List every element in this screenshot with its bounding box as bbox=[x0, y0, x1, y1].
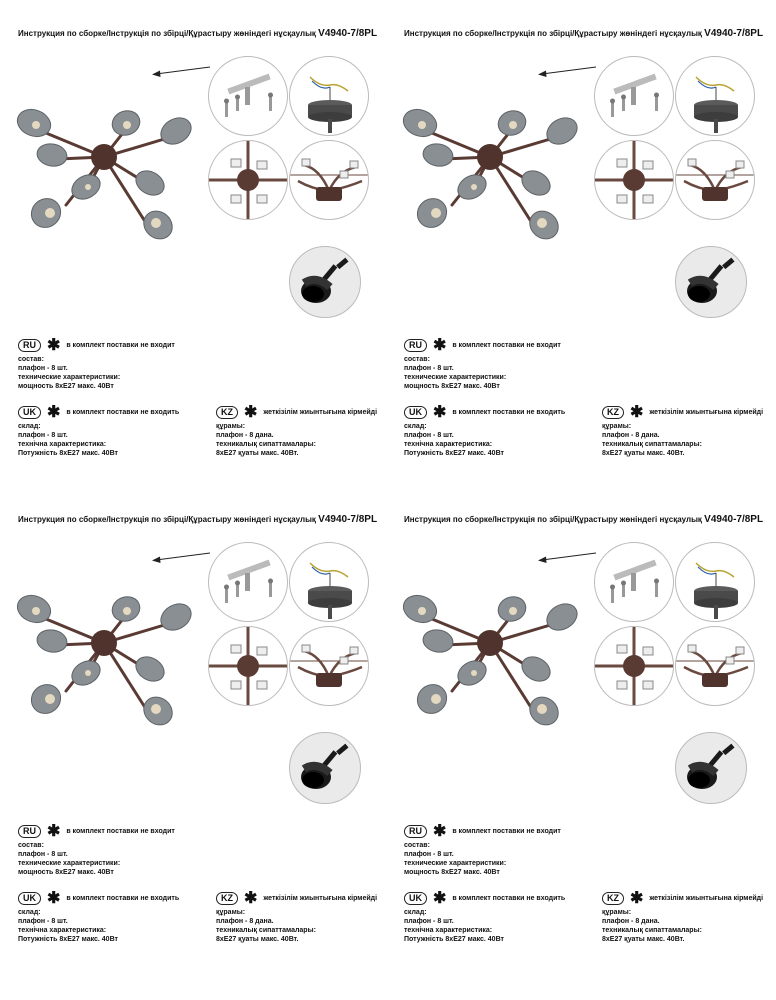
ru-section bbox=[404, 825, 561, 877]
title-text: Инструкция по сборке/Інструкція по збірці/Құрастыру жөніндегі нұсқаулық bbox=[18, 29, 316, 38]
uk-section bbox=[404, 892, 565, 944]
uk-badge: UK bbox=[404, 892, 427, 905]
arms-assembly-icon bbox=[676, 141, 754, 219]
ru-note: в комплект поставки не входит bbox=[66, 342, 175, 349]
ru-line: плафон - 8 шт. bbox=[404, 365, 454, 372]
uk-line: технічна характеристика: bbox=[404, 441, 493, 448]
kz-badge: KZ bbox=[216, 892, 238, 905]
kz-line: құрамы: bbox=[602, 423, 632, 430]
uk-note: в комплект поставки не входить bbox=[452, 895, 566, 902]
canopy-sockets-icon bbox=[209, 141, 287, 219]
ru-line: мощность 8хE27 макс. 40Вт bbox=[404, 383, 500, 390]
step2-canopy bbox=[289, 56, 369, 136]
uk-line: технічна характеристика: bbox=[18, 927, 107, 934]
uk-section bbox=[404, 406, 565, 458]
step2-canopy bbox=[675, 542, 755, 622]
kz-badge: KZ bbox=[216, 406, 238, 419]
step5-socket bbox=[675, 732, 747, 804]
ru-line: технические характеристики: bbox=[18, 860, 121, 867]
asterisk-icon: ✱ bbox=[432, 890, 447, 907]
kz-line: техникалық сипаттамалары: bbox=[602, 927, 702, 934]
arms-assembly-icon bbox=[676, 627, 754, 705]
instruction-sheet bbox=[386, 486, 774, 972]
step1-bracket bbox=[208, 542, 288, 622]
kz-section bbox=[216, 892, 377, 944]
canopy-sockets-icon bbox=[209, 627, 287, 705]
uk-line: склад: bbox=[404, 909, 427, 916]
ru-line: состав: bbox=[18, 356, 44, 363]
kz-section bbox=[216, 406, 377, 458]
uk-line: склад: bbox=[18, 423, 41, 430]
kz-line: 8хE27 қуаты макс. 40Вт. bbox=[216, 936, 299, 943]
kz-note: жеткізілім жиынтығына кірмейді bbox=[263, 895, 378, 902]
kz-note: жеткізілім жиынтығына кірмейді bbox=[263, 409, 378, 416]
step5-socket bbox=[289, 732, 361, 804]
mounting-bracket-screws-icon bbox=[595, 543, 673, 621]
uk-line: технічна характеристика: bbox=[18, 441, 107, 448]
asterisk-icon: ✱ bbox=[46, 823, 61, 840]
step4-arms bbox=[289, 626, 369, 706]
arrow-left-icon bbox=[152, 64, 212, 78]
asterisk-icon: ✱ bbox=[243, 404, 258, 421]
mounting-bracket-screws-icon bbox=[209, 543, 287, 621]
kz-line: 8хE27 қуаты макс. 40Вт. bbox=[216, 450, 299, 457]
step3-sockets bbox=[208, 140, 288, 220]
ru-line: технические характеристики: bbox=[404, 860, 507, 867]
ru-line: мощность 8хE27 макс. 40Вт bbox=[18, 869, 114, 876]
chandelier-image bbox=[6, 95, 202, 255]
ru-line: технические характеристики: bbox=[18, 374, 121, 381]
kz-line: техникалық сипаттамалары: bbox=[602, 441, 702, 448]
step3-sockets bbox=[594, 626, 674, 706]
instruction-sheet bbox=[0, 486, 388, 972]
uk-line: плафон - 8 шт. bbox=[404, 432, 454, 439]
uk-note: в комплект поставки не входить bbox=[66, 409, 180, 416]
ru-note: в комплект поставки не входит bbox=[452, 342, 561, 349]
model-number: V4940-7/8PL bbox=[704, 514, 764, 525]
kz-badge: KZ bbox=[602, 406, 624, 419]
asterisk-icon: ✱ bbox=[629, 890, 644, 907]
uk-line: плафон - 8 шт. bbox=[404, 918, 454, 925]
ru-line: технические характеристики: bbox=[404, 374, 507, 381]
ceiling-canopy-wiring-icon bbox=[290, 543, 368, 621]
model-number: V4940-7/8PL bbox=[704, 28, 764, 39]
ru-section bbox=[18, 339, 175, 391]
step2-canopy bbox=[675, 56, 755, 136]
kz-line: плафон - 8 дана. bbox=[602, 918, 660, 925]
title-text: Инструкция по сборке/Інструкція по збірці/Құрастыру жөніндегі нұсқаулық bbox=[18, 515, 316, 524]
kz-section bbox=[602, 892, 763, 944]
step2-canopy bbox=[289, 542, 369, 622]
arrow-left-icon bbox=[538, 64, 598, 78]
arms-assembly-icon bbox=[290, 627, 368, 705]
e27-socket-icon bbox=[290, 247, 360, 317]
kz-line: құрамы: bbox=[216, 423, 246, 430]
asterisk-icon: ✱ bbox=[432, 404, 447, 421]
kz-line: 8хE27 қуаты макс. 40Вт. bbox=[602, 450, 685, 457]
uk-line: Потужність 8хE27 макс. 40Вт bbox=[18, 450, 118, 457]
ru-line: мощность 8хE27 макс. 40Вт bbox=[404, 869, 500, 876]
sheet-title bbox=[404, 514, 763, 525]
asterisk-icon: ✱ bbox=[46, 337, 61, 354]
uk-section bbox=[18, 892, 179, 944]
uk-note: в комплект поставки не входить bbox=[452, 409, 566, 416]
kz-badge: KZ bbox=[602, 892, 624, 905]
uk-line: склад: bbox=[404, 423, 427, 430]
title-text: Инструкция по сборке/Інструкція по збірці/Құрастыру жөніндегі нұсқаулық bbox=[404, 29, 702, 38]
uk-line: технічна характеристика: bbox=[404, 927, 493, 934]
uk-section bbox=[18, 406, 179, 458]
uk-note: в комплект поставки не входить bbox=[66, 895, 180, 902]
mounting-bracket-screws-icon bbox=[209, 57, 287, 135]
uk-line: плафон - 8 шт. bbox=[18, 432, 68, 439]
e27-socket-icon bbox=[290, 733, 360, 803]
step1-bracket bbox=[594, 542, 674, 622]
step3-sockets bbox=[208, 626, 288, 706]
model-number: V4940-7/8PL bbox=[318, 28, 378, 39]
ru-line: мощность 8хE27 макс. 40Вт bbox=[18, 383, 114, 390]
ru-badge: RU bbox=[18, 825, 41, 838]
step5-socket bbox=[675, 246, 747, 318]
asterisk-icon: ✱ bbox=[629, 404, 644, 421]
canopy-sockets-icon bbox=[595, 627, 673, 705]
e27-socket-icon bbox=[676, 733, 746, 803]
sheet-title bbox=[404, 28, 763, 39]
kz-line: плафон - 8 дана. bbox=[216, 432, 274, 439]
asterisk-icon: ✱ bbox=[46, 890, 61, 907]
ru-note: в комплект поставки не входит bbox=[452, 828, 561, 835]
kz-line: техникалық сипаттамалары: bbox=[216, 927, 316, 934]
chandelier-image bbox=[6, 581, 202, 741]
ru-section bbox=[18, 825, 175, 877]
kz-note: жеткізілім жиынтығына кірмейді bbox=[649, 409, 764, 416]
uk-badge: UK bbox=[18, 406, 41, 419]
canopy-sockets-icon bbox=[595, 141, 673, 219]
ru-badge: RU bbox=[404, 339, 427, 352]
step4-arms bbox=[675, 626, 755, 706]
instruction-sheet bbox=[0, 0, 388, 486]
ru-line: состав: bbox=[404, 356, 430, 363]
uk-line: Потужність 8хE27 макс. 40Вт bbox=[404, 450, 504, 457]
step1-bracket bbox=[594, 56, 674, 136]
uk-badge: UK bbox=[18, 892, 41, 905]
uk-line: плафон - 8 шт. bbox=[18, 918, 68, 925]
kz-line: құрамы: bbox=[216, 909, 246, 916]
step5-socket bbox=[289, 246, 361, 318]
uk-badge: UK bbox=[404, 406, 427, 419]
ru-section bbox=[404, 339, 561, 391]
ru-line: плафон - 8 шт. bbox=[18, 851, 68, 858]
step1-bracket bbox=[208, 56, 288, 136]
chandelier-image bbox=[392, 95, 588, 255]
step3-sockets bbox=[594, 140, 674, 220]
asterisk-icon: ✱ bbox=[243, 890, 258, 907]
instruction-sheet bbox=[386, 0, 774, 486]
uk-line: Потужність 8хE27 макс. 40Вт bbox=[404, 936, 504, 943]
mounting-bracket-screws-icon bbox=[595, 57, 673, 135]
kz-line: плафон - 8 дана. bbox=[602, 432, 660, 439]
sheet-title bbox=[18, 514, 377, 525]
ru-badge: RU bbox=[18, 339, 41, 352]
asterisk-icon: ✱ bbox=[432, 337, 447, 354]
kz-line: 8хE27 қуаты макс. 40Вт. bbox=[602, 936, 685, 943]
sheet-title bbox=[18, 28, 377, 39]
ceiling-canopy-wiring-icon bbox=[290, 57, 368, 135]
uk-line: склад: bbox=[18, 909, 41, 916]
arrow-left-icon bbox=[538, 550, 598, 564]
arms-assembly-icon bbox=[290, 141, 368, 219]
kz-line: техникалық сипаттамалары: bbox=[216, 441, 316, 448]
kz-line: плафон - 8 дана. bbox=[216, 918, 274, 925]
ceiling-canopy-wiring-icon bbox=[676, 57, 754, 135]
kz-line: құрамы: bbox=[602, 909, 632, 916]
ru-line: плафон - 8 шт. bbox=[404, 851, 454, 858]
asterisk-icon: ✱ bbox=[46, 404, 61, 421]
arrow-left-icon bbox=[152, 550, 212, 564]
ru-badge: RU bbox=[404, 825, 427, 838]
ru-line: состав: bbox=[18, 842, 44, 849]
e27-socket-icon bbox=[676, 247, 746, 317]
ru-note: в комплект поставки не входит bbox=[66, 828, 175, 835]
ru-line: плафон - 8 шт. bbox=[18, 365, 68, 372]
asterisk-icon: ✱ bbox=[432, 823, 447, 840]
uk-line: Потужність 8хE27 макс. 40Вт bbox=[18, 936, 118, 943]
model-number: V4940-7/8PL bbox=[318, 514, 378, 525]
chandelier-image bbox=[392, 581, 588, 741]
step4-arms bbox=[289, 140, 369, 220]
ceiling-canopy-wiring-icon bbox=[676, 543, 754, 621]
title-text: Инструкция по сборке/Інструкція по збірці/Құрастыру жөніндегі нұсқаулық bbox=[404, 515, 702, 524]
kz-note: жеткізілім жиынтығына кірмейді bbox=[649, 895, 764, 902]
step4-arms bbox=[675, 140, 755, 220]
kz-section bbox=[602, 406, 763, 458]
ru-line: состав: bbox=[404, 842, 430, 849]
